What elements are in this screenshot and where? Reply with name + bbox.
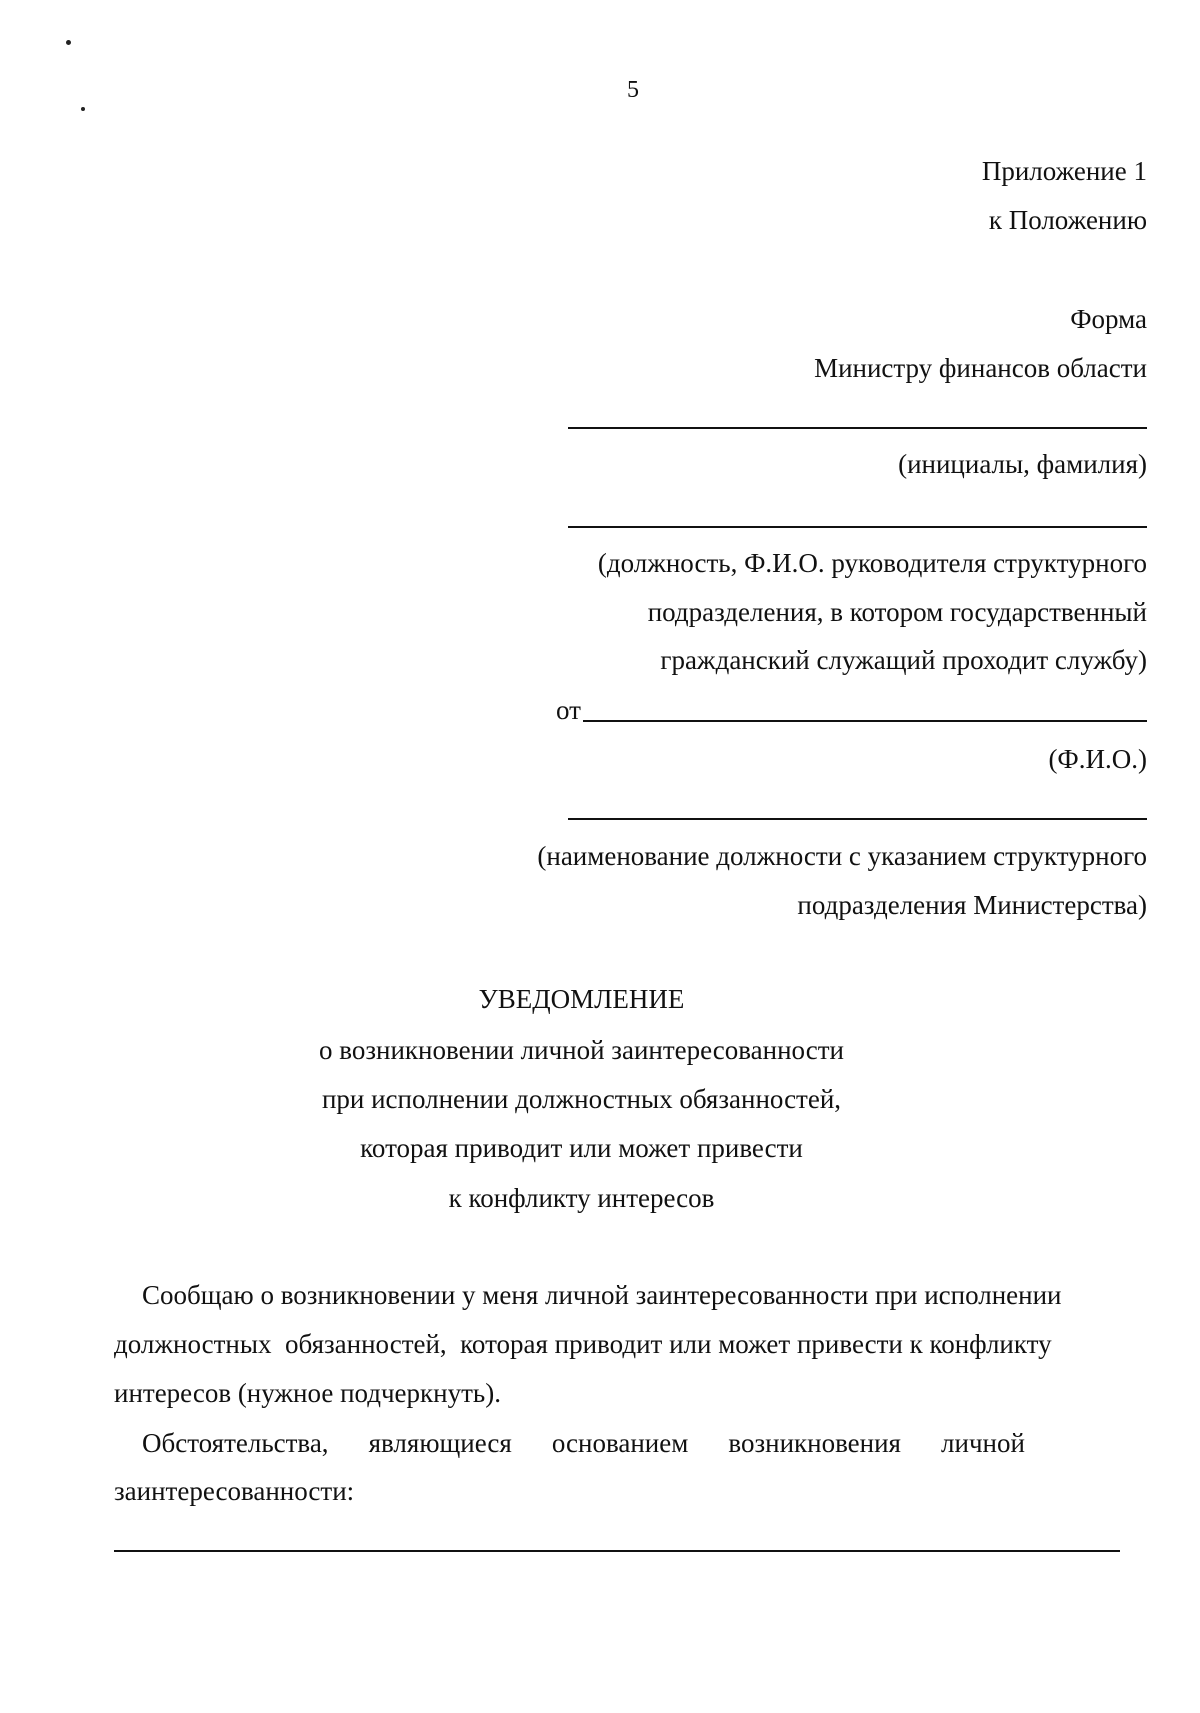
paragraph2-word: возникновения (728, 1428, 901, 1458)
position-blank-line (568, 818, 1147, 820)
paragraph1-line3: интересов (нужное подчеркнуть). (114, 1378, 501, 1408)
title-line1: о возникновении личной заинтересованности (319, 1035, 844, 1065)
head-caption-line1: (должность, Ф.И.О. руководителя структурного (597, 548, 1147, 578)
head-blank-line (568, 526, 1147, 528)
paragraph2-word: являющиеся (368, 1428, 512, 1458)
title-line2: при исполнении должностных обязанностей, (321, 1084, 842, 1114)
paragraph2-word: личной (941, 1428, 1025, 1458)
title-line4: к конфликту интересов (448, 1183, 715, 1213)
paragraph2-line1 (142, 1430, 1025, 1457)
document-title: УВЕДОМЛЕНИЕ (478, 984, 685, 1014)
appendix-label: Приложение 1 (981, 156, 1147, 186)
head-caption-line2: подразделения, в котором государственный (647, 597, 1147, 627)
page-number: 5 (627, 77, 639, 103)
fio-caption: (Ф.И.О.) (1048, 744, 1147, 774)
scan-speck (66, 40, 71, 45)
from-blank-line (583, 720, 1147, 722)
form-label: Форма (1070, 304, 1147, 334)
scan-speck (81, 107, 85, 111)
position-caption-line2: подразделения Министерства) (797, 890, 1147, 920)
paragraph1-line1: Сообщаю о возникновении у меня личной заинтересованности при исполнении (142, 1280, 1062, 1310)
paragraph1-line2: должностных обязанностей, которая приводит или может привести к конфликту (114, 1329, 1052, 1359)
regulation-reference: к Положению (988, 205, 1147, 235)
paragraph2-word: Обстоятельства, (142, 1428, 329, 1458)
head-caption-line3: гражданский служащий проходит службу) (660, 645, 1147, 675)
initials-caption: (инициалы, фамилия) (898, 449, 1147, 479)
from-label: от (556, 695, 581, 725)
position-caption-line1: (наименование должности с указанием структурного (537, 841, 1147, 871)
paragraph2-word: основанием (551, 1428, 689, 1458)
initials-blank-line (568, 427, 1147, 429)
title-line3: которая приводит или может привести (360, 1133, 803, 1163)
addressee: Министру финансов области (814, 353, 1147, 383)
paragraph2-line2: заинтересованности: (114, 1476, 355, 1506)
circumstances-blank-line (114, 1550, 1120, 1552)
